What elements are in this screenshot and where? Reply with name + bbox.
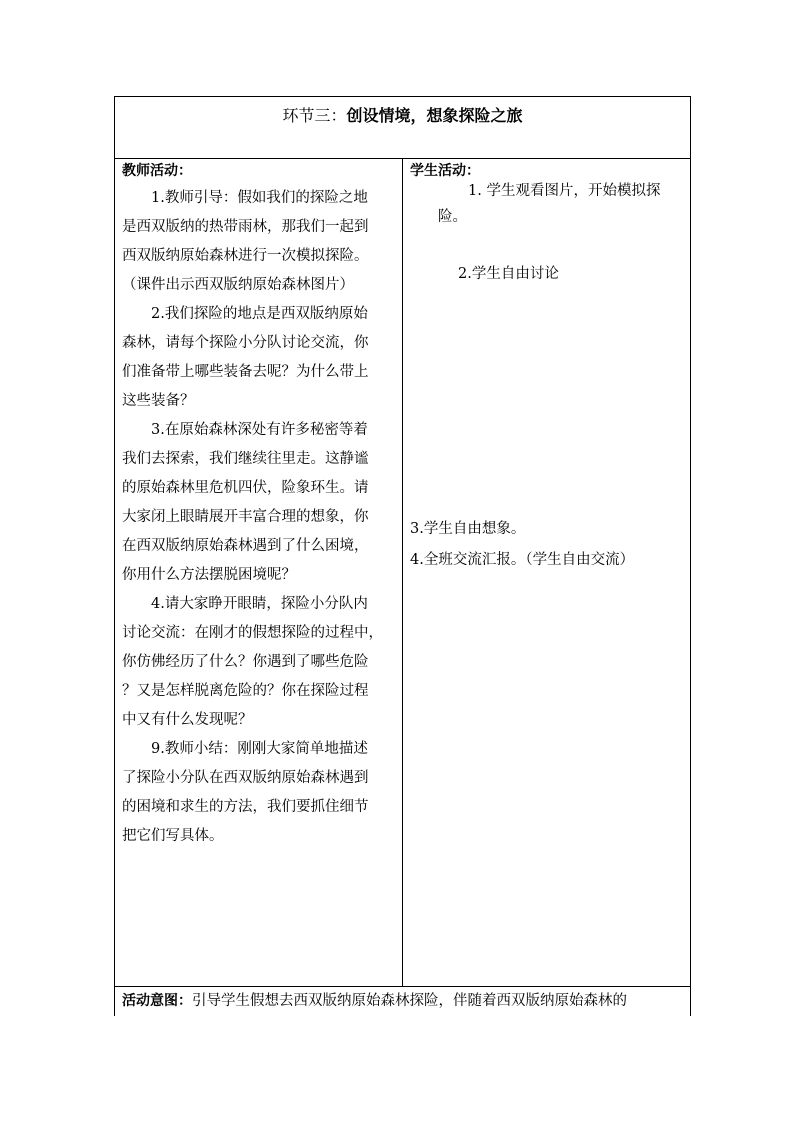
activity-intent-label: 活动意图：: [122, 993, 192, 1009]
teacher-line: 们准备带上哪些装备去呢？为什么带上: [122, 364, 369, 380]
teacher-line: 9.教师小结：刚刚大家简单地描述: [151, 741, 368, 757]
activity-intent: [122, 990, 627, 1012]
teacher-line: 中又有什么发现呢？: [122, 712, 253, 728]
student-item-1-line-1: 1. 学生观看图片，开始模拟探: [468, 183, 661, 199]
section-title: [115, 104, 690, 128]
teacher-paragraphs: [122, 184, 398, 851]
teacher-line: 4.请大家睁开眼睛，探险小分队内: [151, 596, 368, 612]
activity-intent-text: 引导学生假想去西双版纳原始森林探险，伴随着西双版纳原始森林的: [192, 993, 627, 1009]
footer-divider: [114, 986, 691, 987]
teacher-line: 2.我们探险的地点是西双版纳原始: [151, 306, 368, 322]
student-label: 学生活动：: [410, 163, 480, 179]
teacher-line: 是西双版纳的热带雨林，那我们一起到: [122, 219, 369, 235]
teacher-line: 大家闭上眼睛展开丰富合理的想象，你: [122, 509, 369, 525]
teacher-line: 这些装备？: [122, 393, 195, 409]
teacher-line: 的原始森林里危机四伏，险象环生。请: [122, 480, 369, 496]
teacher-line: 了探险小分队在西双版纳原始森林遇到: [122, 770, 369, 786]
student-item-2: 2.学生自由讨论: [458, 266, 559, 282]
teacher-line: 我们去探索，我们继续往里走。这静谧: [122, 451, 369, 467]
student-item-1: [410, 178, 686, 230]
student-item-4: 4.全班交流汇报。（学生自由交流）: [410, 552, 635, 568]
teacher-line: 森林，请每个探险小分队讨论交流，你: [122, 335, 369, 351]
teacher-line: 西双版纳原始森林进行一次模拟探险。: [122, 248, 369, 264]
section-prefix: 环节三：: [282, 106, 347, 125]
teacher-label: 教师活动：: [122, 163, 192, 179]
teacher-line: 你仿佛经历了什么？你遇到了哪些危险: [122, 654, 369, 670]
teacher-line: 的困境和求生的方法，我们要抓住细节: [122, 799, 369, 815]
student-item-3: 3.学生自由想象。: [410, 521, 526, 537]
teacher-line: 讨论交流：在刚才的假想探险的过程中，: [122, 625, 383, 641]
teacher-line: 3.在原始森林深处有许多秘密等着: [151, 422, 368, 438]
teacher-line: 在西双版纳原始森林遇到了什么困境，: [122, 538, 369, 554]
teacher-line: ？又是怎样脱离危险的？你在探险过程: [122, 683, 369, 699]
teacher-line: 你用什么方法摆脱困境呢？: [122, 567, 296, 583]
teacher-column: [122, 158, 398, 851]
column-divider: [402, 158, 403, 986]
section-heading: 创设情境，想象探险之旅: [346, 106, 523, 125]
student-item-1-line-2: 险。: [438, 209, 467, 225]
teacher-line: 把它们写具体。: [122, 828, 224, 844]
teacher-line: （课件出示西双版纳原始森林图片）: [122, 277, 354, 293]
teacher-line: 1.教师引导：假如我们的探险之地: [151, 190, 368, 206]
